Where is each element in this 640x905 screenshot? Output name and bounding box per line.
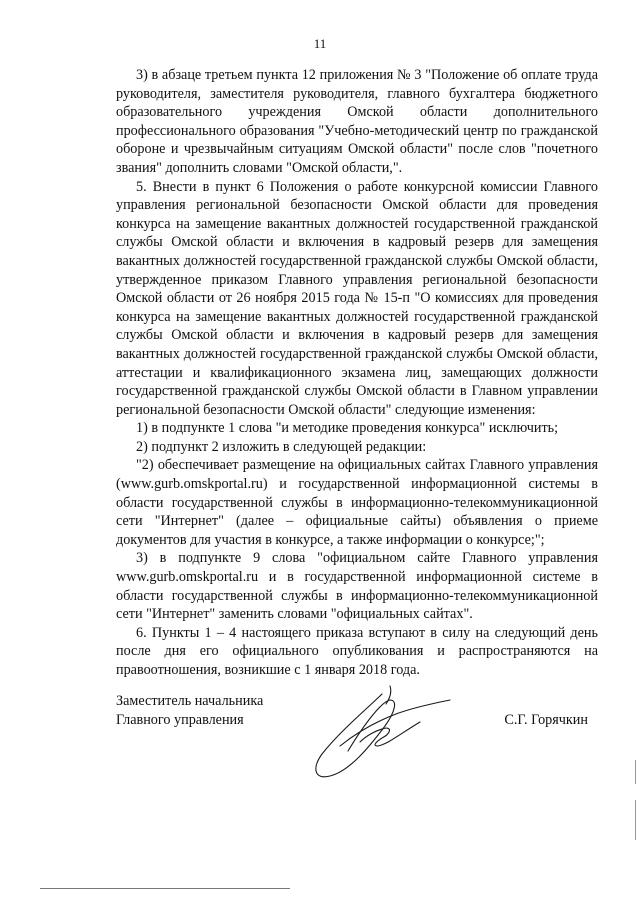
subparagraph-2: 2) подпункт 2 изложить в следующей редакции:	[136, 438, 427, 455]
signatory-title-line-1: Заместитель начальника	[116, 693, 264, 709]
signatory-title-line-2: Главного управления	[116, 711, 244, 728]
signatory-title	[116, 692, 263, 729]
paragraph-item-6: 6. Пункты 1 – 4 настоящего приказа вступают в силу на следующий день после дня его официального опубликования и распространяются на правоотношения, возникшие с 1 января 2018 года.	[116, 624, 598, 678]
paragraph-item-3: 3) в абзаце третьем пункта 12 приложения № 3 "Положение об оплате труда руководителя, заместителя руководителя, главного бухгалтера бюджетного образовательного учреждения Омской области дополнительного профессионального образования "Учебно-методический центр по гражданской обороне и чрезвычайным ситуациям Омской области" после слов "почетного звания" дополнить словами "Омской области,".	[116, 67, 598, 176]
scan-edge-mark	[635, 760, 636, 784]
signatory-name: С.Г. Горячкин	[504, 712, 588, 728]
bottom-scan-line	[40, 888, 290, 889]
handwritten-signature	[300, 676, 460, 786]
document-body	[116, 66, 598, 680]
subparagraph-1: 1) в подпункте 1 слова "и методике проведения конкурса" исключить;	[136, 420, 559, 437]
page-number: 11	[313, 36, 327, 51]
subparagraph-2-new-text: "2) обеспечивает размещение на официальных сайтах Главного управления (www.gurb.omskportal.ru) и государственной информационной системы в области государственной службы в информационно-телекоммуникационной сети "Интернет" (далее – официальные сайты) объявления о приеме документов для участия в конкурсе, а также информации о конкурсе;";	[116, 457, 598, 548]
scan-edge-mark	[635, 800, 636, 840]
subparagraph-3: 3) в подпункте 9 слова "официальном сайте Главного управления www.gurb.omskportal.ru и в государственной информационной системе в области государственной службы в информационно-телекоммуникационной сети "Интернет" заменить словами "официальных сайтах".	[116, 550, 598, 623]
paragraph-item-5: 5. Внести в пункт 6 Положения о работе конкурсной комиссии Главного управления региональной безопасности Омской области для проведения конкурса на замещение вакантных должностей государственной гражданской службы Омской области и включения в кадровый резерв для замещения вакантных должностей государственной гражданской службы Омской области, утвержденное приказом Главного управления региональной безопасности Омской области от 26 ноября 2015 года № 15-п "О комиссиях для проведения конкурса на замещение вакантных должностей государственной гражданской службы Омской области и включения в кадровый резерв для замещения вакантных должностей государственной гражданской службы Омской области, аттестации и квалификационного экзамена лиц, замещающих должности государственной гражданской службы Омской области в Главном управлении региональной безопасности Омской области" следующие изменения:	[116, 178, 598, 418]
